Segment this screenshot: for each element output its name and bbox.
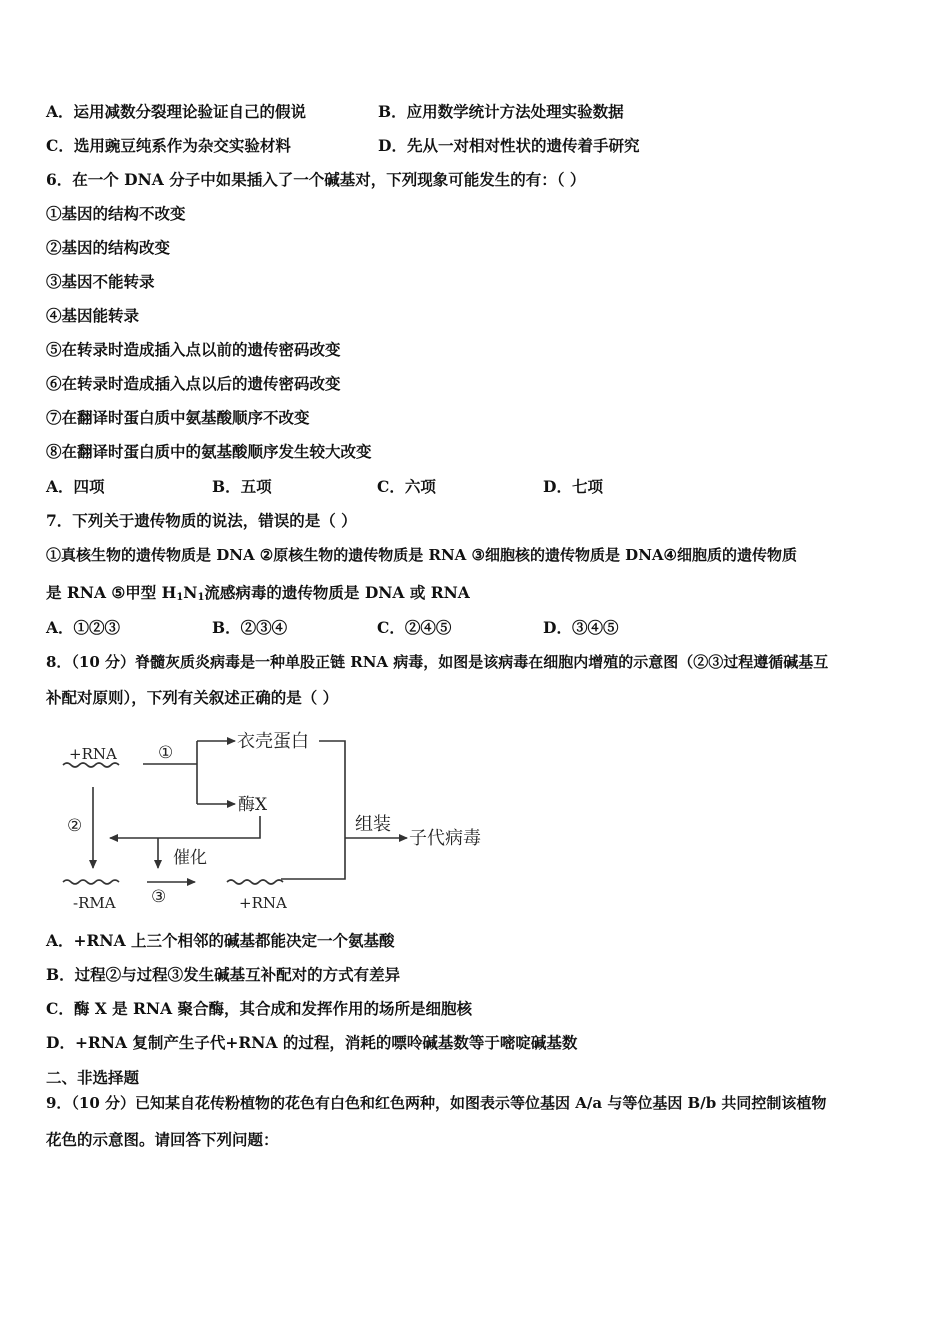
- q7-statement-line1: ①真核生物的遗传物质是 DNA ②原核生物的遗传物质是 RNA ③细胞核的遗传物质是 DNA④细胞质的遗传物质: [46, 546, 797, 564]
- assembly-label: 组装: [355, 814, 391, 835]
- section-heading: 二、非选择题: [46, 1068, 140, 1087]
- q6-option-b: B．五项: [212, 477, 272, 496]
- step2-label: ②: [67, 816, 83, 836]
- q7-option-a: A．①②③: [46, 618, 121, 637]
- q6-option-d: D．七项: [543, 477, 603, 496]
- minus-rna-label: -RMA: [73, 894, 116, 912]
- q6-stem: 6．在一个 DNA 分子中如果插入了一个碱基对，下列现象可能发生的有：（ ）: [46, 170, 586, 189]
- q5-option-c: C．选用豌豆纯系作为杂交实验材料: [46, 136, 291, 155]
- q7-option-b: B．②③④: [212, 618, 288, 637]
- q7-statement-line2: 是 RNA ⑤甲型 $H_1N_1$流感病毒的遗传物质是 DNA 或 RNA: [46, 583, 470, 603]
- q6-item: ⑧在翻译时蛋白质中的氨基酸顺序发生较大改变: [46, 442, 372, 461]
- catalysis-label: 催化: [173, 848, 207, 868]
- step1-label: ①: [158, 743, 174, 763]
- q8-option-d: D．+RNA 复制产生子代+RNA 的过程，消耗的嘌呤碱基数等于嘧啶碱基数: [46, 1033, 578, 1052]
- plus-rna-top-wave: [63, 763, 119, 767]
- q8-option-b: B．过程②与过程③发生碱基互补配对的方式有差异: [46, 965, 401, 984]
- q7-option-d: D．③④⑤: [543, 618, 619, 637]
- q5-option-a: A．运用减数分裂理论验证自己的假说: [46, 102, 307, 121]
- virus-replication-diagram: [55, 722, 515, 917]
- q6-item: ②基因的结构改变: [46, 238, 171, 257]
- progeny-virus-label: 子代病毒: [409, 828, 481, 849]
- q6-item: ⑦在翻译时蛋白质中氨基酸顺序不改变: [46, 408, 310, 427]
- q8-stem-line2: 补配对原则），下列有关叙述正确的是（ ）: [46, 688, 339, 707]
- q9-stem-line2: 花色的示意图。请回答下列问题：: [46, 1130, 279, 1149]
- q7-option-c: C．②④⑤: [377, 618, 452, 637]
- plus-rna-top-label: +RNA: [69, 745, 117, 763]
- step3-label: ③: [151, 887, 167, 907]
- minus-rna-wave: [63, 880, 119, 884]
- coat-protein-label: 衣壳蛋白: [237, 731, 309, 752]
- q6-item: ⑤在转录时造成插入点以前的遗传密码改变: [46, 340, 341, 359]
- plus-rna-bottom-label: +RNA: [239, 894, 287, 912]
- q6-item: ⑥在转录时造成插入点以后的遗传密码改变: [46, 374, 341, 393]
- q6-option-a: A．四项: [46, 477, 105, 496]
- enzyme-x-label: 酶X: [238, 795, 268, 815]
- q6-option-c: C．六项: [377, 477, 436, 496]
- q6-item: ④基因能转录: [46, 306, 140, 325]
- plus-rna-bottom-wave: [227, 880, 283, 884]
- q5-option-b: B．应用数学统计方法处理实验数据: [378, 102, 624, 121]
- q7-stem: 7．下列关于遗传物质的说法，错误的是（ ）: [46, 511, 357, 530]
- q8-option-c: C．酶 X 是 RNA 聚合酶，其合成和发挥作用的场所是细胞核: [46, 999, 473, 1018]
- q8-option-a: A．+RNA 上三个相邻的碱基都能决定一个氨基酸: [46, 931, 395, 950]
- q9-stem-line1: 9．（10 分）已知某自花传粉植物的花色有白色和红色两种，如图表示等位基因 A/a 与等位基因 B/b 共同控制该植物: [46, 1094, 827, 1112]
- q6-item: ③基因不能转录: [46, 272, 155, 291]
- q5-option-d: D．先从一对相对性状的遗传着手研究: [378, 136, 640, 155]
- q6-item: ①基因的结构不改变: [46, 204, 186, 223]
- q8-stem-line1: 8．（10 分）脊髓灰质炎病毒是一种单股正链 RNA 病毒，如图是该病毒在细胞内增殖的示意图（②③过程遵循碱基互: [46, 653, 829, 671]
